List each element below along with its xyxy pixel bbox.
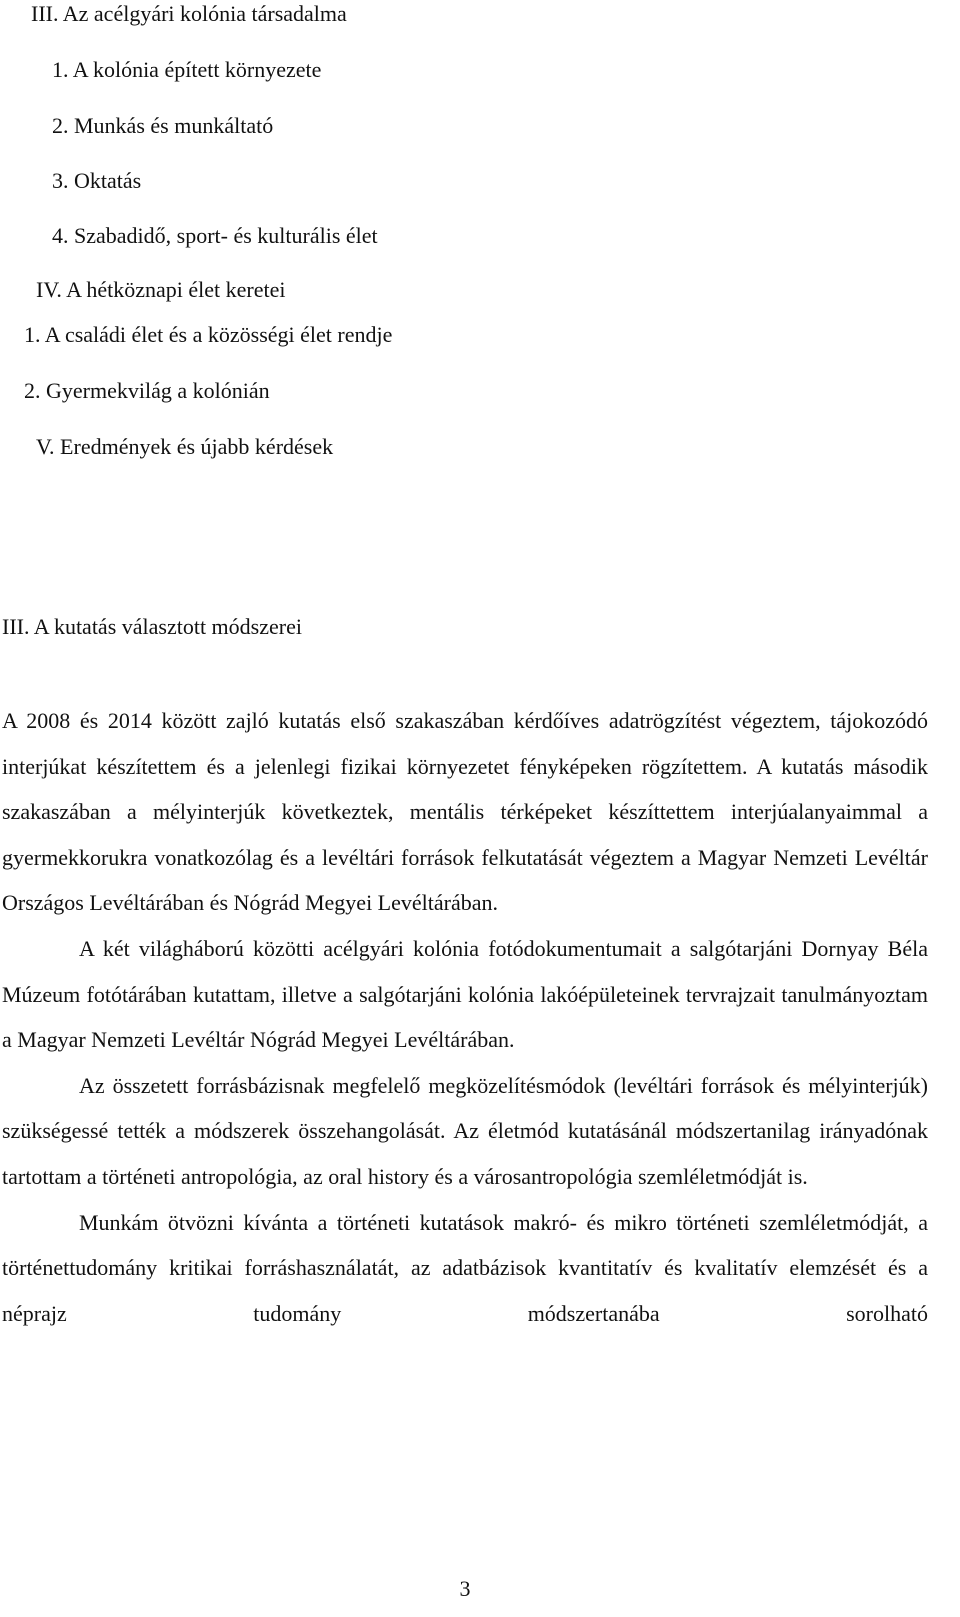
paragraph-2: A két világháború közötti acélgyári kolónia fotódokumentumait a salgótarjáni Dornyay Béla Múzeum fotótárában kutattam, illetve a salgótarjáni kolónia lakóépületeinek tervrajzait tanulmányoztam a Magyar Nemzeti Levéltár Nógrád Megyei Levéltárában. [2, 935, 928, 1053]
paragraph-4: Munkám ötvözni kívánta a történeti kutatások makró- és mikro történeti szemléletmódját, a történettudomány kritikai forráshasználatát, az adatbázisok kvantitatív és kvalitatív elemzését és a néprajz tudomány módszertanába sorolható [2, 1209, 928, 1326]
toc-item-chapter-5: V. Eredmények és újabb kérdések [36, 434, 334, 459]
toc-item-3-1: 1. A kolónia épített környezete [52, 57, 322, 82]
toc-item-3-4: 4. Szabadidő, sport- és kulturális élet [52, 223, 378, 248]
toc-item-4-2: 2. Gyermekvilág a kolónián [24, 378, 270, 403]
body-text [2, 698, 928, 1336]
section-heading: III. A kutatás választott módszerei [2, 614, 302, 639]
page-number: 3 [459, 1576, 471, 1601]
toc-item-chapter-3: III. Az acélgyári kolónia társadalma [31, 1, 347, 26]
paragraph-3: Az összetett forrásbázisnak megfelelő megközelítésmódok (levéltári források és mélyinterjúk) szükségessé tették a módszerek összehangolását. Az életmód kutatásánál módszertanilag irányadónak tartottam a történeti antropológia, az oral history és a városantropológia szemléletmódját is. [2, 1072, 928, 1189]
toc-item-3-2: 2. Munkás és munkáltató [52, 113, 274, 138]
toc-item-4-1: 1. A családi élet és a közösségi élet rendje [24, 322, 393, 347]
toc-item-chapter-4: IV. A hétköznapi élet keretei [36, 277, 286, 302]
toc-item-3-3: 3. Oktatás [52, 168, 142, 193]
paragraph-1: A 2008 és 2014 között zajló kutatás első szakaszában kérdőíves adatrögzítést végeztem, tájokozódó interjúkat készítettem és a jelenlegi fizikai környezetet fényképeken rögzítettem. A kutatás második szakaszában a mélyinterjúk következtek, mentális térképeket készíttettem interjúalanyaimmal a gyermekkorukra vonatkozólag és a levéltári források felkutatását végeztem a Magyar Nemzeti Levéltár Országos Levéltárában és Nógrád Megyei Levéltárában. [2, 708, 928, 916]
